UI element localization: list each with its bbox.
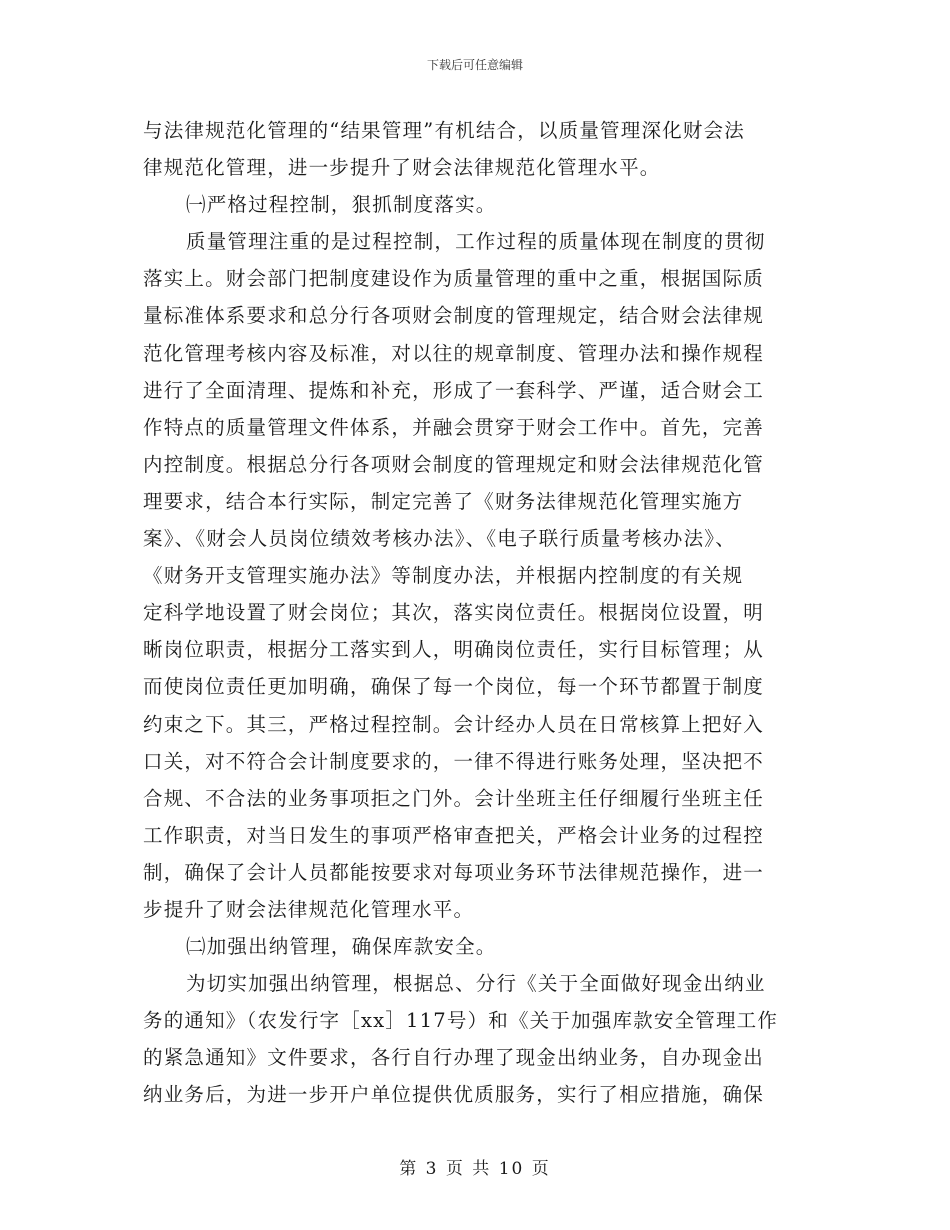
text-line: 案》、《财会人员岗位绩效考核办法》、《电子联行质量考核办法》、 xyxy=(143,527,736,551)
text-line: 工作职责，对当日发生的事项严格审查把关，严格会计业务的过程控 xyxy=(143,823,765,847)
text-line: 与法律规范化管理的“结果管理”有机结合，以质量管理深化财会法 xyxy=(143,119,745,142)
text-line: 《财务开支管理实施办法》等制度办法，并根据内控制度的有关规 xyxy=(143,564,744,588)
text-line: 步提升了财会法律规范化管理水平。 xyxy=(143,897,475,921)
text-line: 纳业务后，为进一步开户单位提供优质服务，实行了相应措施，确保 xyxy=(143,1083,765,1107)
page-footer: 第 3 页 共 10 页 xyxy=(399,1159,551,1179)
text-line: ㈡加强出纳管理，确保库款安全。 xyxy=(186,935,497,959)
text-line: 理要求，结合本行实际，制定完善了《财务法律规范化管理实施方 xyxy=(143,489,744,513)
text-line: 务的通知》（农发行字［xx］117号）和《关于加强库款安全管理工作 xyxy=(143,1009,779,1033)
text-line: 的紧急通知》文件要求，各行自行办理了现金出纳业务，自办现金出 xyxy=(143,1046,765,1070)
text-line: 而使岗位责任更加明确，确保了每一个岗位，每一个环节都置于制度 xyxy=(143,675,765,699)
text-line: 制，确保了会计人员都能按要求对每项业务环节法律规范操作，进一 xyxy=(143,860,765,884)
text-line: 质量管理注重的是过程控制，工作过程的质量体现在制度的贯彻 xyxy=(186,230,766,254)
text-line: 律规范化管理，进一步提升了财会法律规范化管理水平。 xyxy=(143,156,661,180)
text-line: 为切实加强出纳管理，根据总、分行《关于全面做好现金出纳业 xyxy=(186,972,766,996)
text-line: 口关，对不符合会计制度要求的，一律不得进行账务处理，坚决把不 xyxy=(143,749,765,773)
text-line: 合规、不合法的业务事项拒之门外。会计坐班主任仔细履行坐班主任 xyxy=(143,786,765,810)
document-body xyxy=(143,112,811,1114)
text-line: 作特点的质量管理文件体系，并融会贯穿于财会工作中。首先，完善 xyxy=(143,415,765,439)
text-line: 内控制度。根据总分行各项财会制度的管理规定和财会法律规范化管 xyxy=(143,452,765,476)
text-line: 定科学地设置了财会岗位；其次，落实岗位责任。根据岗位设置，明 xyxy=(143,601,765,625)
text-line: 约束之下。其三，严格过程控制。会计经办人员在日常核算上把好入 xyxy=(143,712,765,736)
text-line: 进行了全面清理、提炼和补充，形成了一套科学、严谨，适合财会工 xyxy=(143,378,765,402)
page-header: 下载后可任意编辑 xyxy=(426,58,523,72)
text-line: 范化管理考核内容及标准，对以往的规章制度、管理办法和操作规程 xyxy=(143,341,765,365)
text-line: 落实上。财会部门把制度建设作为质量管理的重中之重，根据国际质 xyxy=(143,267,765,291)
text-line: 量标准体系要求和总分行各项财会制度的管理规定，结合财会法律规 xyxy=(143,304,765,328)
text-line: ㈠严格过程控制，狠抓制度落实。 xyxy=(186,193,497,217)
text-line: 晰岗位职责，根据分工落实到人，明确岗位责任，实行目标管理；从 xyxy=(143,638,765,662)
